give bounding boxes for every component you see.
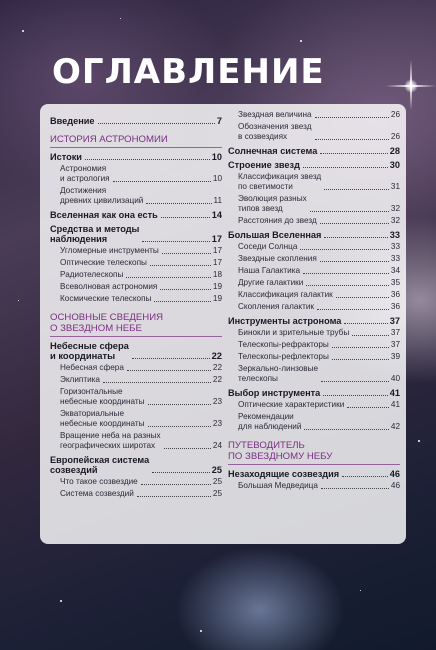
toc-entry[interactable]: [50, 282, 222, 292]
toc-entry[interactable]: [228, 230, 400, 240]
dot-leader: [103, 382, 211, 383]
toc-entry[interactable]: [50, 375, 222, 385]
toc-page-number: 46: [389, 469, 400, 479]
toc-page-number: 25: [212, 477, 222, 486]
toc-page-number: 30: [389, 160, 400, 170]
toc-entry[interactable]: [228, 400, 400, 410]
page-title: ОГЛАВЛЕНИЕ: [52, 52, 325, 92]
toc-entry-title: Большая Вселенная: [228, 230, 322, 240]
dot-leader: [161, 217, 210, 218]
toc-page-number: 14: [211, 210, 222, 220]
toc-entry[interactable]: [50, 224, 222, 244]
dot-leader: [142, 241, 209, 242]
toc-entry[interactable]: [50, 186, 222, 206]
toc-entry-title: Радиотелескопы: [60, 270, 124, 279]
toc-page-number: 23: [212, 419, 222, 428]
toc-entry-title: Бинокли и зрительные трубы: [238, 328, 350, 337]
toc-entry[interactable]: [228, 194, 400, 214]
toc-entry-title: Средства и методы наблюдения: [50, 224, 140, 244]
toc-page-number: 34: [390, 266, 400, 275]
toc-page-number: 10: [212, 174, 222, 183]
toc-entry-title: Звездные скопления: [238, 254, 317, 263]
dot-leader: [160, 289, 211, 290]
dot-leader: [154, 301, 210, 302]
dot-leader: [315, 139, 389, 140]
toc-page-number: 33: [390, 242, 400, 251]
toc-entry[interactable]: [228, 290, 400, 300]
toc-entry[interactable]: [228, 172, 400, 192]
toc-entry-title: Достижения древних цивилизаций: [60, 186, 144, 205]
star: [200, 630, 202, 632]
toc-page-number: 19: [212, 282, 222, 291]
star: [18, 300, 19, 301]
dot-leader: [132, 358, 210, 359]
toc-entry-title: Инструменты астронома: [228, 316, 342, 326]
toc-entry-title: Соседи Солнца: [238, 242, 298, 251]
toc-page-number: 10: [211, 152, 222, 162]
toc-entry[interactable]: [50, 341, 222, 361]
toc-entry-title: Зеркально-линзовые телескопы: [238, 364, 319, 383]
toc-entry[interactable]: [50, 387, 222, 407]
dot-leader: [141, 484, 211, 485]
dot-leader: [310, 211, 389, 212]
toc-entry[interactable]: [50, 116, 222, 126]
toc-entry-title: Всеволновая астрономия: [60, 282, 158, 291]
dot-leader: [148, 426, 211, 427]
toc-page-number: 36: [390, 302, 400, 311]
dot-leader: [137, 496, 211, 497]
toc-page-number: 25: [212, 489, 222, 498]
toc-entry[interactable]: [50, 489, 222, 499]
toc-entry-title: Эклиптика: [60, 375, 100, 384]
toc-page-number: 19: [212, 294, 222, 303]
star: [418, 440, 420, 442]
toc-page-number: 25: [211, 465, 222, 475]
toc-entry[interactable]: [50, 152, 222, 162]
toc-entry[interactable]: [228, 254, 400, 264]
toc-entry-title: Астрономия и астрология: [60, 164, 110, 183]
toc-entry[interactable]: [50, 164, 222, 184]
toc-entry-title: Классификация звезд по светимости: [238, 172, 322, 191]
toc-entry[interactable]: [228, 469, 400, 479]
toc-page-number: 26: [390, 132, 400, 141]
dot-leader: [300, 249, 389, 250]
dot-leader: [347, 407, 389, 408]
dot-leader: [85, 159, 210, 160]
toc-entry[interactable]: [228, 481, 400, 491]
toc-page-number: 40: [390, 374, 400, 383]
dot-leader: [324, 189, 389, 190]
toc-entry-title: Европейская система созвездий: [50, 455, 150, 475]
toc-entry[interactable]: [50, 294, 222, 304]
toc-page-number: 37: [389, 316, 400, 326]
star: [22, 30, 24, 32]
toc-entry[interactable]: [50, 477, 222, 487]
toc-entry[interactable]: [50, 270, 222, 280]
toc-entry[interactable]: [228, 160, 400, 170]
toc-entry-title: Небесная сфера: [60, 363, 124, 372]
dot-leader: [150, 265, 211, 266]
toc-page-number: 33: [389, 230, 400, 240]
dot-leader: [320, 223, 389, 224]
toc-page-number: 31: [390, 182, 400, 191]
section-divider: [228, 464, 400, 465]
toc-section-heading: ИСТОРИЯ АСТРОНОМИИ: [50, 134, 168, 145]
toc-entry-title: Обозначения звезд в созвездиях: [238, 122, 312, 141]
toc-entry-title: Большая Медведица: [238, 481, 318, 490]
dot-leader: [332, 359, 389, 360]
toc-page-number: 11: [213, 196, 222, 205]
toc-entry-title: Расстояния до звезд: [238, 216, 317, 225]
toc-entry-title: Строение звезд: [228, 160, 300, 170]
toc-page-number: 35: [390, 278, 400, 287]
toc-section-heading: ОСНОВНЫЕ СВЕДЕНИЯ О ЗВЕЗДНОМ НЕБЕ: [50, 312, 164, 334]
dot-leader: [344, 323, 387, 324]
dot-leader: [320, 153, 387, 154]
dot-leader: [164, 448, 211, 449]
toc-page-number: 46: [390, 481, 400, 490]
dot-leader: [162, 253, 211, 254]
toc-entry[interactable]: [50, 431, 222, 451]
dot-leader: [152, 472, 210, 473]
toc-entry-title: Небесные сфера и координаты: [50, 340, 129, 361]
toc-entry[interactable]: [228, 110, 400, 120]
toc-left-column: [50, 112, 222, 499]
toc-page-number: 17: [212, 246, 222, 255]
toc-page-number: 26: [390, 110, 400, 119]
dot-leader: [127, 370, 211, 371]
toc-entry[interactable]: [228, 278, 400, 288]
toc-panel: [40, 104, 406, 544]
toc-page-number: 41: [390, 400, 400, 409]
dot-leader: [126, 277, 211, 278]
toc-page-number: 41: [389, 388, 400, 398]
toc-entry[interactable]: [228, 122, 400, 142]
toc-entry[interactable]: [228, 216, 400, 226]
toc-entry-title: Система созвездий: [60, 489, 134, 498]
dot-leader: [321, 488, 389, 489]
dot-leader: [303, 167, 388, 168]
dot-leader: [315, 117, 389, 118]
dot-leader: [323, 395, 387, 396]
toc-entry-title: Выбор инструмента: [228, 388, 321, 398]
dot-leader: [113, 181, 211, 182]
dot-leader: [304, 429, 388, 430]
toc-entry-title: Другие галактики: [238, 278, 304, 287]
dot-leader: [98, 123, 215, 124]
toc-entry-title: Классификация галактик: [238, 290, 333, 299]
toc-entry-title: Истоки: [50, 152, 82, 162]
dot-leader: [146, 203, 211, 204]
dot-leader: [332, 347, 389, 348]
toc-page-number: 33: [390, 254, 400, 263]
section-divider: [50, 336, 222, 337]
toc-entry[interactable]: [228, 412, 400, 432]
toc-page-number: 23: [212, 397, 222, 406]
star: [60, 600, 62, 602]
toc-page-number: 7: [216, 116, 222, 126]
toc-entry[interactable]: [228, 328, 400, 338]
bright-star-icon: [404, 79, 418, 93]
toc-entry[interactable]: [50, 258, 222, 268]
toc-page-number: 24: [212, 441, 222, 450]
dot-leader: [324, 237, 387, 238]
toc-entry[interactable]: [228, 364, 400, 384]
toc-entry-title: Рекомендации для наблюдений: [238, 412, 302, 431]
toc-page-number: 32: [390, 216, 400, 225]
toc-entry[interactable]: [50, 246, 222, 256]
toc-page-number: 22: [212, 363, 222, 372]
toc-entry[interactable]: [228, 388, 400, 398]
toc-page-number: 39: [390, 352, 400, 361]
toc-entry[interactable]: [228, 340, 400, 350]
toc-entry[interactable]: [228, 146, 400, 156]
toc-entry-title: Космические телескопы: [60, 294, 152, 303]
toc-page-number: 32: [390, 204, 400, 213]
toc-entry-title: Звездная величина: [238, 110, 312, 119]
toc-page-number: 17: [212, 258, 222, 267]
dot-leader: [352, 335, 389, 336]
dot-leader: [342, 476, 388, 477]
toc-entry-title: Незаходящие созвездия: [228, 469, 340, 479]
dot-leader: [321, 381, 389, 382]
section-divider: [50, 147, 222, 148]
toc-entry[interactable]: [228, 302, 400, 312]
toc-entry[interactable]: [228, 352, 400, 362]
toc-entry-title: Вращение неба на разных географических широтах: [60, 431, 161, 450]
toc-entry-title: Скопления галактик: [238, 302, 314, 311]
toc-entry-title: Телескопы-рефлекторы: [238, 352, 329, 361]
toc-entry-title: Эволюция разных типов звезд: [238, 194, 307, 213]
star: [360, 590, 361, 591]
toc-page-number: 36: [390, 290, 400, 299]
toc-entry-title: Наша Галактика: [238, 266, 301, 275]
toc-entry-title: Оптические характеристики: [238, 400, 345, 409]
toc-page-number: 18: [212, 270, 222, 279]
dot-leader: [303, 273, 389, 274]
toc-section-heading: ПУТЕВОДИТЕЛЬ ПО ЗВЕЗДНОМУ НЕБУ: [228, 440, 333, 462]
toc-entry-title: Горизонтальные небесные координаты: [60, 387, 145, 406]
toc-entry-title: Введение: [50, 116, 95, 126]
toc-page-number: 42: [390, 422, 400, 431]
toc-entry-title: Вселенная как она есть: [50, 210, 158, 220]
toc-entry[interactable]: [50, 409, 222, 429]
dot-leader: [320, 261, 389, 262]
toc-page-number: 17: [211, 234, 222, 244]
star: [300, 40, 302, 42]
toc-entry[interactable]: [50, 210, 222, 220]
toc-entry-title: Что такое созвездие: [60, 477, 138, 486]
dot-leader: [306, 285, 389, 286]
dot-leader: [336, 297, 389, 298]
toc-entry-title: Телескопы-рефракторы: [238, 340, 329, 349]
toc-entry[interactable]: [228, 316, 400, 326]
toc-page-number: 28: [389, 146, 400, 156]
toc-page-number: 22: [211, 350, 222, 361]
toc-right-column: [228, 108, 400, 491]
toc-entry-title: Оптические телескопы: [60, 258, 147, 267]
toc-entry[interactable]: [228, 242, 400, 252]
toc-entry[interactable]: [50, 363, 222, 373]
toc-page-number: 37: [390, 340, 400, 349]
star: [120, 18, 121, 19]
dot-leader: [317, 309, 389, 310]
toc-entry-title: Угломерные инструменты: [60, 246, 159, 255]
dot-leader: [148, 404, 211, 405]
toc-page-number: 37: [390, 328, 400, 337]
toc-entry[interactable]: [228, 266, 400, 276]
toc-page-number: 22: [212, 375, 222, 384]
toc-entry-title: Солнечная система: [228, 146, 318, 156]
toc-entry[interactable]: [50, 455, 222, 475]
toc-entry-title: Экваториальные небесные координаты: [60, 409, 145, 428]
